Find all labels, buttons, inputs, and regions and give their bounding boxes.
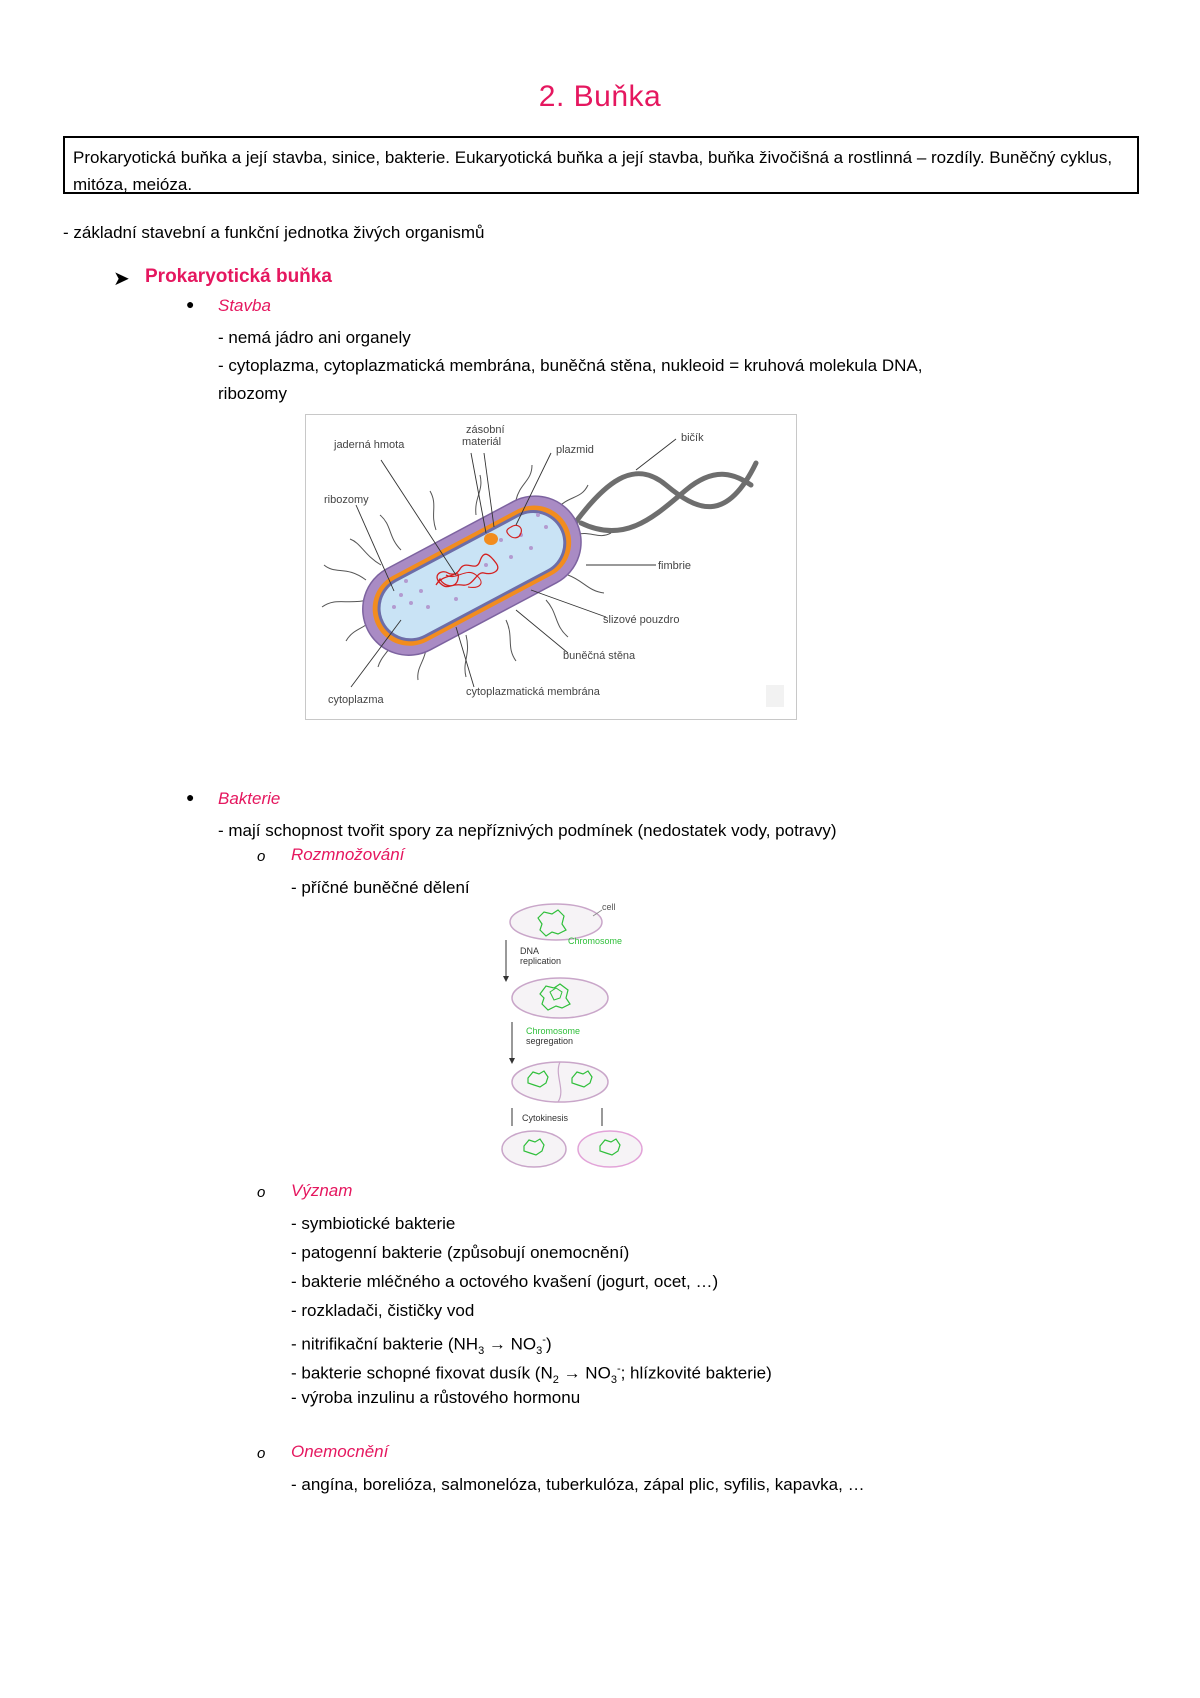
vyznam-line-1: - symbiotické bakterie xyxy=(291,1214,456,1233)
circle-bullet-icon: o xyxy=(257,848,266,865)
label-slizove-pouzdro: slizové pouzdro xyxy=(603,614,680,626)
daughter-cell-1 xyxy=(502,1131,566,1167)
vyznam-line-3: - bakterie mléčného a octového kvašení (jogurt, ocet, …) xyxy=(291,1272,719,1291)
label-replication: replication xyxy=(520,956,562,966)
subheading-stavba: Stavba xyxy=(218,296,271,315)
onemocneni-line: - angína, borelióza, salmonelóza, tuberkulóza, zápal plic, syfilis, kapavka, … xyxy=(291,1475,865,1494)
label-jaderna-hmota: jaderná hmota xyxy=(334,439,405,451)
storage-granule xyxy=(484,533,498,545)
label-material: materiál xyxy=(462,436,502,448)
rozmnozovani-line: - příčné buněčné dělení xyxy=(291,878,470,897)
daughter-cell-2 xyxy=(578,1131,642,1167)
label-dna: DNA xyxy=(520,946,540,956)
vyznam-line-2: - patogenní bakterie (způsobují onemocnění) xyxy=(291,1243,630,1262)
figure-corner-mark xyxy=(766,685,784,707)
section-heading-prokaryotic: Prokaryotická buňka xyxy=(145,266,332,287)
stavba-line-3: ribozomy xyxy=(218,384,287,403)
stavba-line-2: - cytoplazma, cytoplazmatická membrána, buněčná stěna, nukleoid = kruhová molekula DNA, xyxy=(218,356,923,375)
label-chromosome: Chromosome xyxy=(568,936,623,946)
bakterie-line: - mají schopnost tvořit spory za nepříznivých podmínek (nedostatek vody, potravy) xyxy=(218,821,837,840)
label-cytoplazmaticka-membrana: cytoplazmatická membrána xyxy=(466,686,600,698)
binary-fission-figure xyxy=(498,900,658,1170)
vyznam-line-4: - rozkladači, čističky vod xyxy=(291,1301,475,1320)
cell-step1 xyxy=(510,904,602,940)
arrow-bullet-icon: ➤ xyxy=(113,268,130,290)
stavba-line-1: - nemá jádro ani organely xyxy=(218,328,411,347)
vyznam-line-7: - výroba inzulinu a růstového hormonu xyxy=(291,1388,581,1407)
page-title: 2. Buňka xyxy=(538,80,662,113)
subheading-bakterie: Bakterie xyxy=(218,789,281,808)
vyznam-line-5: - nitrifikační bakterie $(NH_3 \to NO_3^-)$ xyxy=(291,1334,552,1358)
label-segregation: segregation xyxy=(526,1036,574,1046)
intro-line: - základní stavební a funkční jednotka živých organismů xyxy=(63,223,485,242)
circle-bullet-icon: o xyxy=(257,1445,266,1462)
label-bunecna-stena: buněčná stěna xyxy=(563,650,636,662)
label-zasobni: zásobní xyxy=(466,424,505,436)
subheading-rozmnozovani: Rozmnožování xyxy=(291,845,405,864)
topics-box: Prokaryotická buňka a její stavba, sinice, bakterie. Eukaryotická buňka a její stavba, buňka živočišná a rostlinná – rozdíly. Buněčný cyklus, mitóza, meióza. xyxy=(63,136,1139,194)
label-bicik: bičík xyxy=(681,432,704,444)
bullet-icon: ● xyxy=(186,296,195,312)
subheading-onemocneni: Onemocnění xyxy=(291,1442,389,1461)
label-ribozomy: ribozomy xyxy=(324,494,369,506)
label-cytoplazma: cytoplazma xyxy=(328,694,384,706)
bullet-icon: ● xyxy=(186,789,195,805)
label-chromosome-2: Chromosome xyxy=(526,1026,581,1036)
prokaryotic-cell-figure xyxy=(305,414,797,720)
subheading-vyznam: Význam xyxy=(291,1181,353,1200)
label-cytokinesis: Cytokinesis xyxy=(522,1113,569,1123)
vyznam-line-6: - bakterie schopné fixovat dusík ($N_2 \to NO_3^-$; hlízkovité bakterie) xyxy=(291,1363,772,1387)
label-fimbrie: fimbrie xyxy=(658,560,692,572)
circle-bullet-icon: o xyxy=(257,1184,266,1201)
label-plazmid: plazmid xyxy=(556,444,594,456)
label-cell: cell xyxy=(602,902,616,912)
